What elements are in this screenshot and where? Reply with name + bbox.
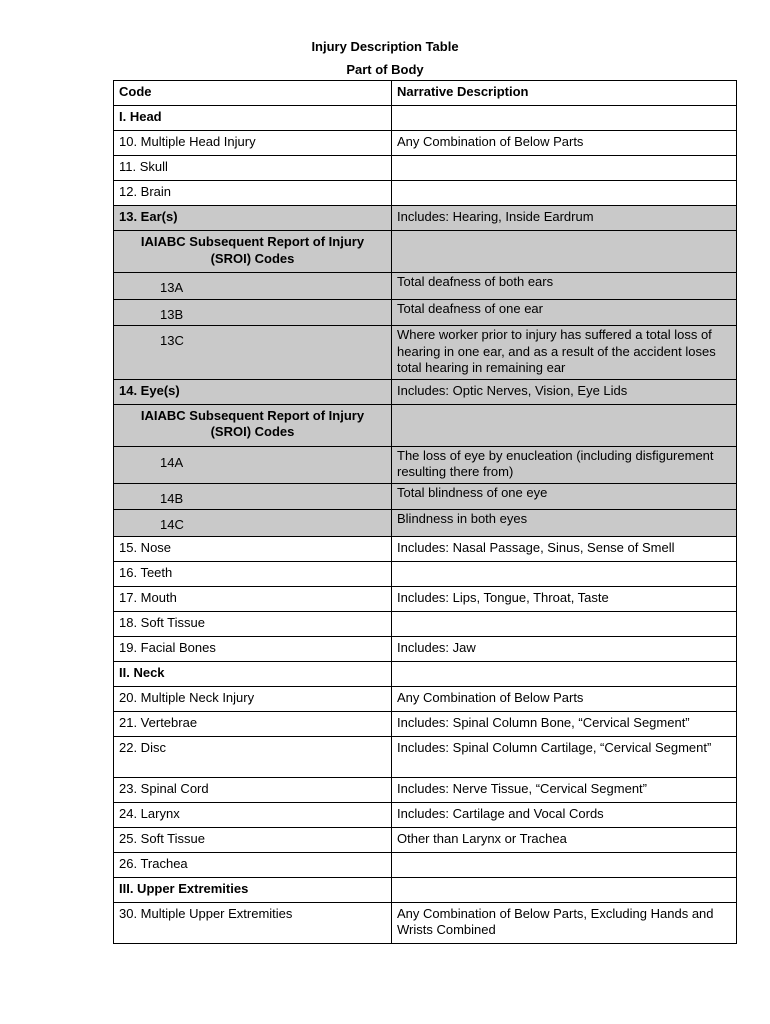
- row-code: 15. Nose: [114, 536, 392, 561]
- row-desc: [392, 106, 737, 131]
- row-desc: [392, 561, 737, 586]
- row-desc: Includes: Nerve Tissue, “Cervical Segment”: [392, 777, 737, 802]
- table-row: [114, 902, 737, 943]
- row-desc: [392, 181, 737, 206]
- row-code: I. Head: [114, 106, 392, 131]
- row-desc: Includes: Nasal Passage, Sinus, Sense of Smell: [392, 536, 737, 561]
- table-row: [114, 686, 737, 711]
- row-desc: [392, 661, 737, 686]
- row-code: 14. Eye(s): [114, 379, 392, 404]
- row-code: 13. Ear(s): [114, 206, 392, 231]
- table-row: [114, 636, 737, 661]
- row-code: 26. Trachea: [114, 852, 392, 877]
- table-row: [114, 510, 737, 537]
- table-row: [114, 446, 737, 483]
- row-desc: Includes: Jaw: [392, 636, 737, 661]
- row-code: IAIABC Subsequent Report of Injury (SROI) Codes: [114, 231, 392, 273]
- row-code: II. Neck: [114, 661, 392, 686]
- row-code: 17. Mouth: [114, 586, 392, 611]
- table-row: [114, 181, 737, 206]
- row-code: 23. Spinal Cord: [114, 777, 392, 802]
- row-code: IAIABC Subsequent Report of Injury (SROI) Codes: [114, 404, 392, 446]
- row-code: 12. Brain: [114, 181, 392, 206]
- table-title: Injury Description Table: [311, 39, 459, 54]
- row-code: 16. Teeth: [114, 561, 392, 586]
- row-code: 24. Larynx: [114, 802, 392, 827]
- row-code: 14A: [114, 446, 392, 483]
- table-row: [114, 106, 737, 131]
- header-code: Code: [114, 81, 392, 106]
- table-row: [114, 611, 737, 636]
- table-row: [114, 299, 737, 326]
- table-row: [114, 736, 737, 777]
- row-code: 30. Multiple Upper Extremities: [114, 902, 392, 943]
- row-code: 13B: [114, 299, 392, 326]
- table-row: [114, 852, 737, 877]
- table-row: [114, 206, 737, 231]
- row-desc: Any Combination of Below Parts, Excluding Hands and Wrists Combined: [392, 902, 737, 943]
- table-row: [114, 586, 737, 611]
- row-code: 14B: [114, 483, 392, 510]
- row-desc: Other than Larynx or Trachea: [392, 827, 737, 852]
- row-desc: Where worker prior to injury has suffered a total loss of hearing in one ear, and as a result of the accident loses total hearing in remaining ear: [392, 326, 737, 380]
- row-code: 19. Facial Bones: [114, 636, 392, 661]
- row-desc: [392, 877, 737, 902]
- table-row: [114, 777, 737, 802]
- row-desc: Includes: Optic Nerves, Vision, Eye Lids: [392, 379, 737, 404]
- row-code: 11. Skull: [114, 156, 392, 181]
- row-code: 21. Vertebrae: [114, 711, 392, 736]
- table-row: [114, 404, 737, 446]
- row-desc: Includes: Spinal Column Cartilage, “Cervical Segment”: [392, 736, 737, 777]
- table-row: [114, 802, 737, 827]
- row-code: 13C: [114, 326, 392, 380]
- table-row: [114, 379, 737, 404]
- row-desc: [392, 404, 737, 446]
- table-row: [114, 156, 737, 181]
- row-code: 18. Soft Tissue: [114, 611, 392, 636]
- table-subtitle: Part of Body: [346, 62, 424, 77]
- row-desc: Includes: Cartilage and Vocal Cords: [392, 802, 737, 827]
- table-row: [114, 131, 737, 156]
- table-row: [114, 326, 737, 380]
- row-code: 22. Disc: [114, 736, 392, 777]
- table-row: [114, 661, 737, 686]
- row-desc: [392, 611, 737, 636]
- table-row: [114, 231, 737, 273]
- row-code: 13A: [114, 273, 392, 300]
- row-code: 25. Soft Tissue: [114, 827, 392, 852]
- table-row: [114, 561, 737, 586]
- row-desc: Includes: Hearing, Inside Eardrum: [392, 206, 737, 231]
- table-row: [114, 711, 737, 736]
- table-row: [114, 827, 737, 852]
- table-row: [114, 536, 737, 561]
- table-row: [114, 483, 737, 510]
- row-desc: Any Combination of Below Parts: [392, 131, 737, 156]
- row-code: 20. Multiple Neck Injury: [114, 686, 392, 711]
- row-code: III. Upper Extremities: [114, 877, 392, 902]
- header-narrative: Narrative Description: [392, 81, 737, 106]
- row-desc: [392, 231, 737, 273]
- row-desc: Includes: Lips, Tongue, Throat, Taste: [392, 586, 737, 611]
- row-desc: [392, 852, 737, 877]
- row-code: 10. Multiple Head Injury: [114, 131, 392, 156]
- row-desc: Total blindness of one eye: [392, 483, 737, 510]
- row-desc: Any Combination of Below Parts: [392, 686, 737, 711]
- table-header-row: [114, 81, 737, 106]
- row-desc: Total deafness of one ear: [392, 299, 737, 326]
- table-row: [114, 877, 737, 902]
- row-desc: The loss of eye by enucleation (including disfigurement resulting there from): [392, 446, 737, 483]
- table-row: [114, 273, 737, 300]
- row-desc: Total deafness of both ears: [392, 273, 737, 300]
- row-code: 14C: [114, 510, 392, 537]
- row-desc: Blindness in both eyes: [392, 510, 737, 537]
- row-desc: [392, 156, 737, 181]
- injury-table: [113, 80, 737, 944]
- row-desc: Includes: Spinal Column Bone, “Cervical Segment”: [392, 711, 737, 736]
